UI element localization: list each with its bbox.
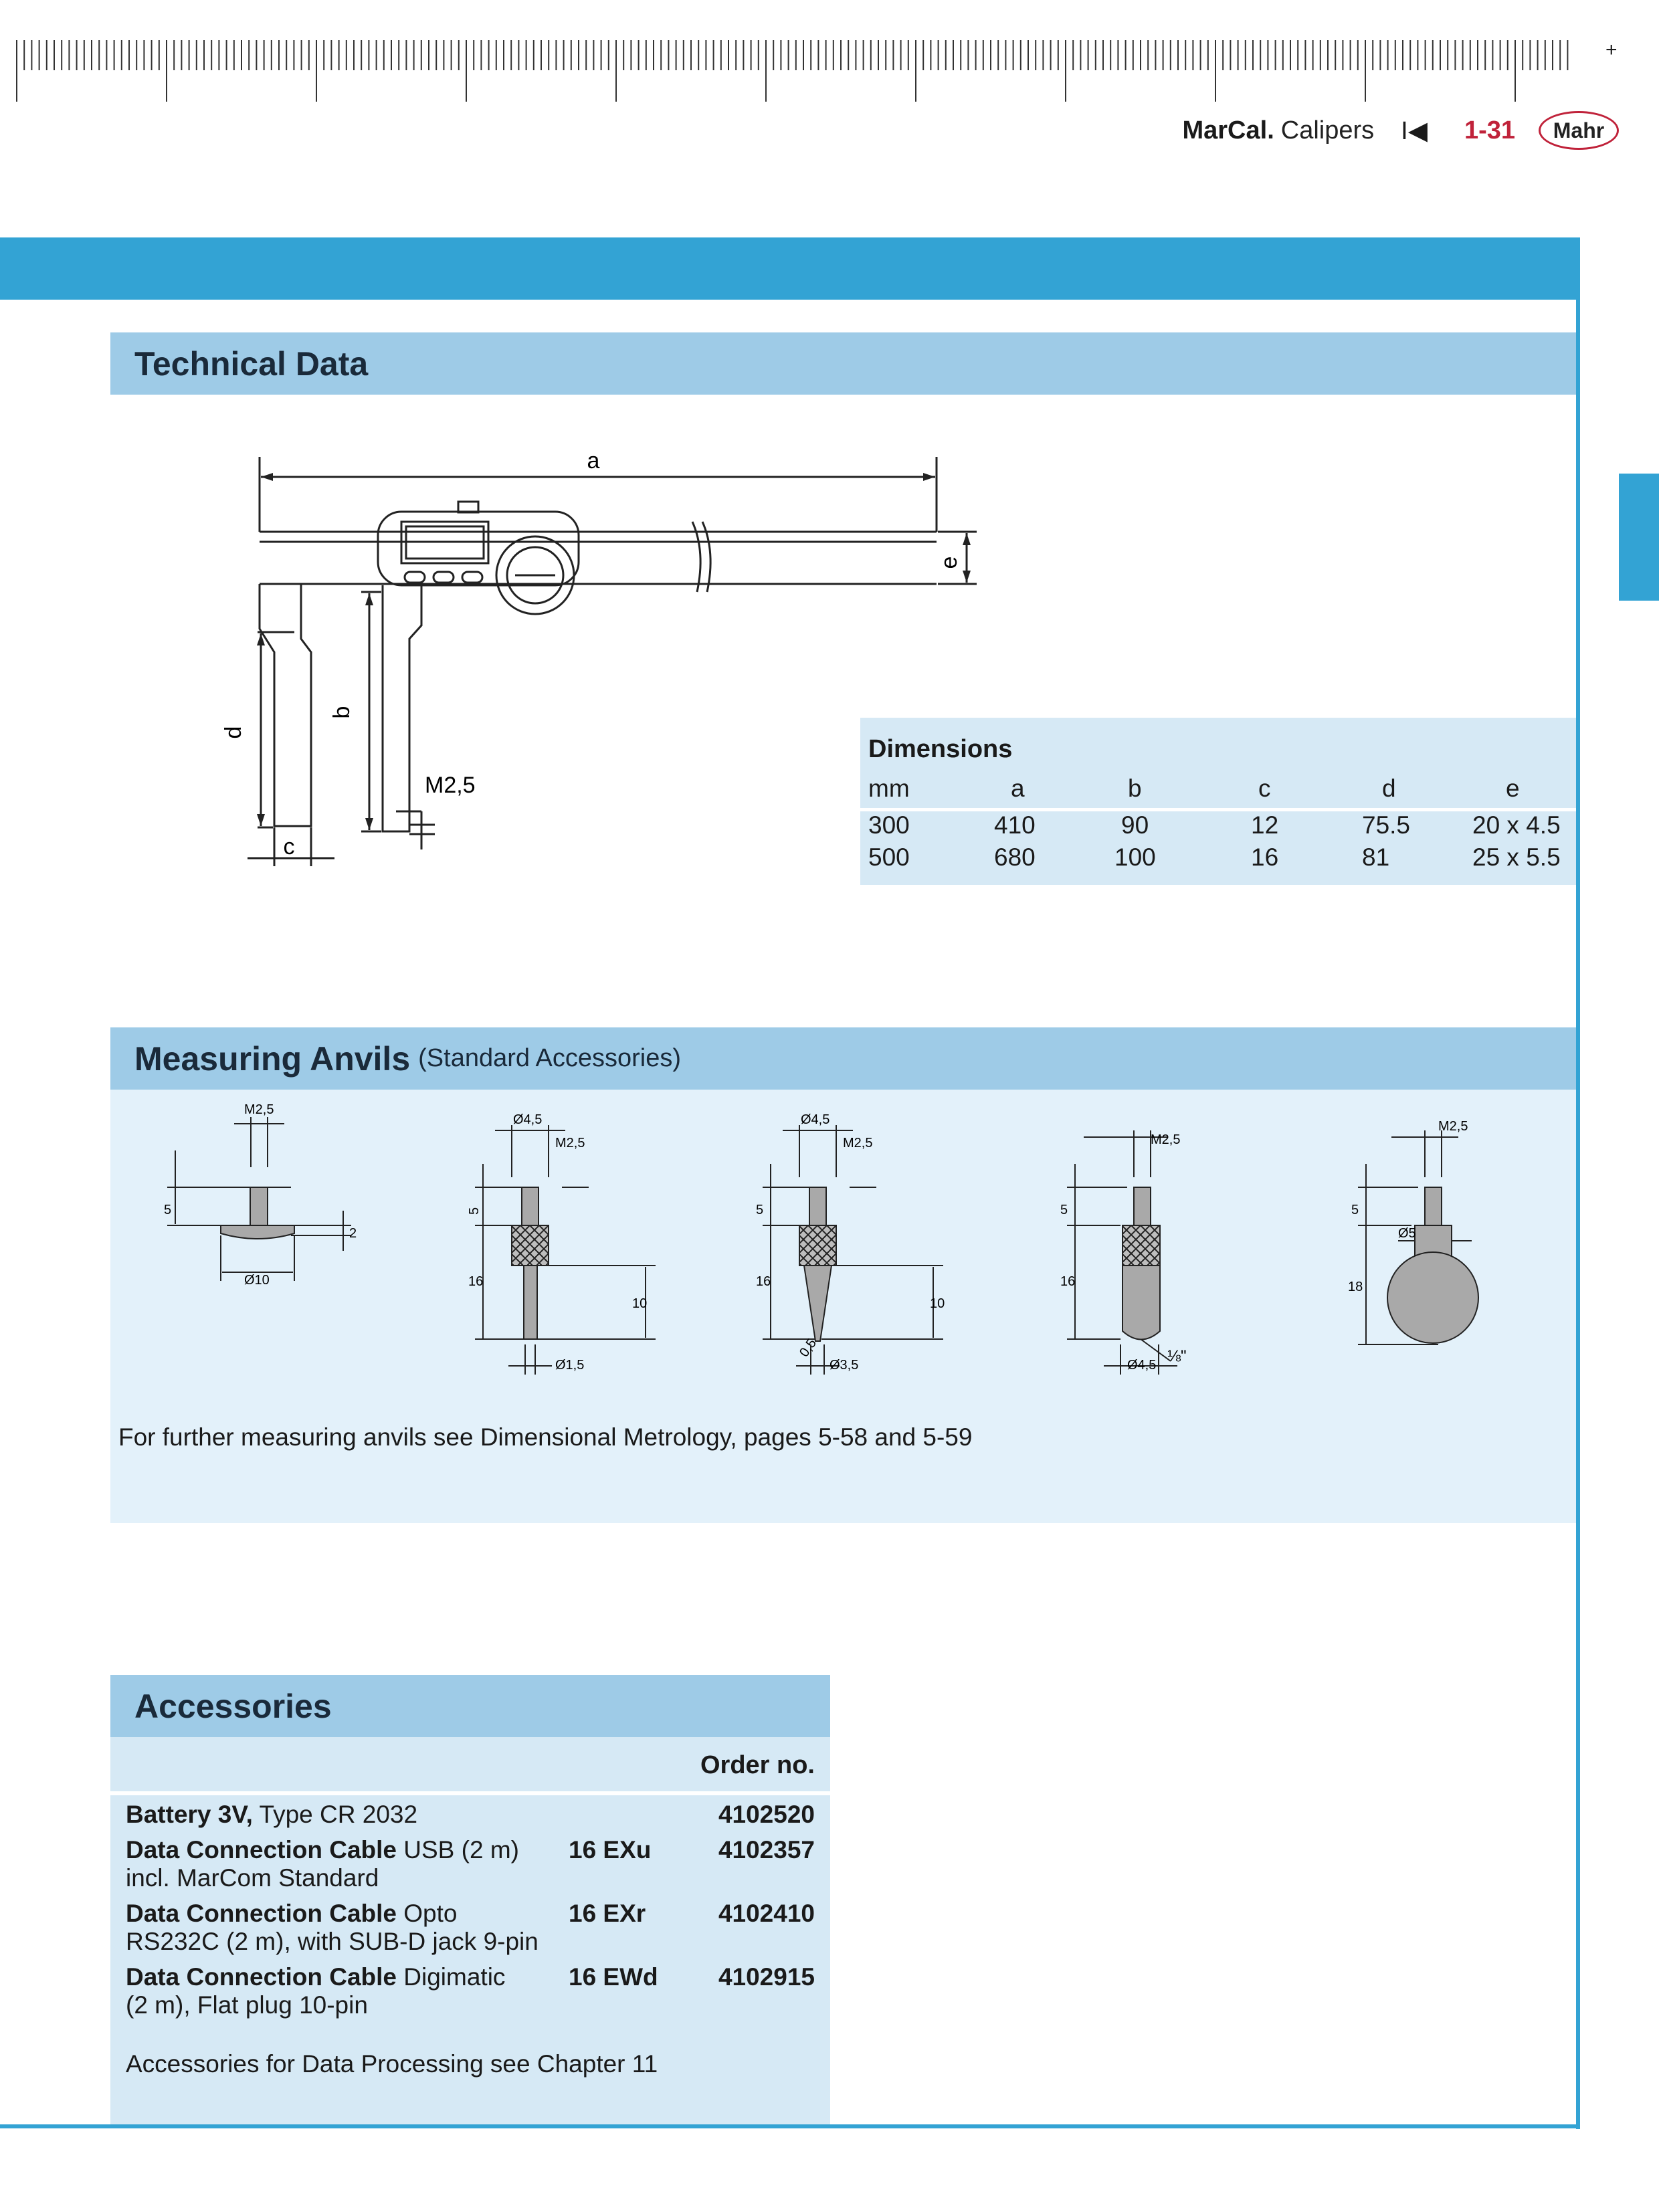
order-number-header: Order no. <box>700 1751 815 1779</box>
svg-text:Ø4,5: Ø4,5 <box>513 1112 543 1127</box>
svg-text:M2,5: M2,5 <box>555 1136 585 1150</box>
product-name: Calipers <box>1280 116 1375 144</box>
anvil-1 <box>164 1104 357 1288</box>
anvils-drawing <box>147 1104 1559 1411</box>
dim-label-b: b <box>329 706 355 719</box>
svg-text:5: 5 <box>467 1207 482 1215</box>
dim-label-c: c <box>283 834 295 860</box>
dim-label-a: a <box>587 448 600 474</box>
table-header-row <box>860 775 1576 807</box>
svg-text:10: 10 <box>632 1296 648 1311</box>
item-order-number: 4102520 <box>718 1801 815 1828</box>
svg-text:M2,5: M2,5 <box>1151 1132 1181 1147</box>
section-header-technical-data <box>110 332 1576 395</box>
svg-text:0,5: 0,5 <box>797 1336 820 1360</box>
anvil-2 <box>467 1112 656 1375</box>
list-item: Data Connection Cable Digimatic (2 m), Flat plug 10-pin <box>126 1963 506 2019</box>
svg-text:5: 5 <box>1351 1203 1359 1217</box>
svg-text:10: 10 <box>930 1296 945 1311</box>
svg-text:M2,5: M2,5 <box>244 1104 274 1117</box>
ruler-plus-mark: + <box>1605 39 1618 61</box>
item-order-number: 4102410 <box>718 1900 815 1927</box>
nav-arrow-icon[interactable]: I◀ <box>1401 116 1428 145</box>
svg-text:5: 5 <box>1060 1203 1068 1217</box>
svg-text:16: 16 <box>468 1274 484 1289</box>
item-code: 16 EXu <box>569 1836 652 1864</box>
svg-text:18: 18 <box>1348 1280 1363 1294</box>
section-header-measuring-anvils <box>110 1027 1576 1090</box>
anvil-5 <box>1348 1119 1478 1344</box>
dim-label-e: e <box>937 556 962 569</box>
dimensions-table <box>860 718 1576 885</box>
ruler <box>0 33 1592 107</box>
page-header <box>1164 110 1619 150</box>
svg-text:Ø1,5: Ø1,5 <box>555 1358 585 1373</box>
anvil-3 <box>756 1112 945 1375</box>
svg-text:5: 5 <box>756 1203 764 1217</box>
svg-text:Ø10: Ø10 <box>244 1273 270 1288</box>
section-subtitle: (Standard Accessories) <box>418 1044 681 1072</box>
list-item: Battery 3V, Type CR 2032 <box>126 1801 418 1828</box>
col-b: b <box>1128 775 1142 802</box>
svg-text:16: 16 <box>1060 1274 1076 1289</box>
svg-text:Ø4,5: Ø4,5 <box>1127 1358 1157 1373</box>
anvils-note: For further measuring anvils see Dimensional Metrology, pages 5-58 and 5-59 <box>118 1423 973 1451</box>
dim-label-thread: M2,5 <box>425 773 476 798</box>
table-row: 500 680 100 16 81 25 x 5.5 <box>868 843 1561 871</box>
col-d: d <box>1382 775 1396 802</box>
table-row: 300 410 90 12 75.5 20 x 4.5 <box>868 811 1561 839</box>
accessories-note: Accessories for Data Processing see Chapter 11 <box>126 2050 658 2078</box>
svg-text:2: 2 <box>349 1226 357 1241</box>
item-code: 16 EXr <box>569 1900 646 1927</box>
section-header-accessories <box>110 1675 830 1737</box>
item-order-number: 4102357 <box>718 1836 815 1864</box>
item-order-number: 4102915 <box>718 1963 815 1991</box>
section-title: Technical Data <box>134 344 369 383</box>
page-number: 1-31 <box>1464 116 1515 144</box>
col-a: a <box>1011 775 1025 802</box>
top-color-bar <box>0 237 1580 300</box>
svg-text:M2,5: M2,5 <box>843 1136 873 1150</box>
svg-text:⅛": ⅛" <box>1167 1347 1187 1365</box>
bottom-frame-line <box>0 2124 1580 2128</box>
mahr-logo: Mahr <box>1539 111 1619 150</box>
svg-text:Ø5: Ø5 <box>1398 1226 1416 1241</box>
svg-text:Ø4,5: Ø4,5 <box>801 1112 830 1127</box>
dim-label-d: d <box>221 726 246 739</box>
section-title: Measuring Anvils <box>134 1039 411 1078</box>
col-e: e <box>1506 775 1520 802</box>
right-frame-line <box>1576 300 1580 2129</box>
anvil-4 <box>1060 1130 1187 1375</box>
list-item: Data Connection Cable USB (2 m) incl. MarCom Standard <box>126 1836 519 1892</box>
col-mm: mm <box>868 775 910 802</box>
accessories-separator <box>110 1791 830 1795</box>
svg-text:Ø3,5: Ø3,5 <box>830 1358 859 1373</box>
brand-name: MarCal. <box>1182 116 1274 144</box>
section-title: Accessories <box>134 1687 332 1725</box>
chapter-side-tab[interactable] <box>1619 474 1659 601</box>
svg-text:5: 5 <box>164 1203 172 1217</box>
list-item: Data Connection Cable Opto RS232C (2 m), with SUB-D jack 9-pin <box>126 1900 539 1955</box>
svg-text:M2,5: M2,5 <box>1438 1119 1468 1134</box>
item-code: 16 EWd <box>569 1963 658 1991</box>
col-c: c <box>1258 775 1271 802</box>
svg-text:16: 16 <box>756 1274 771 1289</box>
dimensions-title: Dimensions <box>868 735 1013 763</box>
